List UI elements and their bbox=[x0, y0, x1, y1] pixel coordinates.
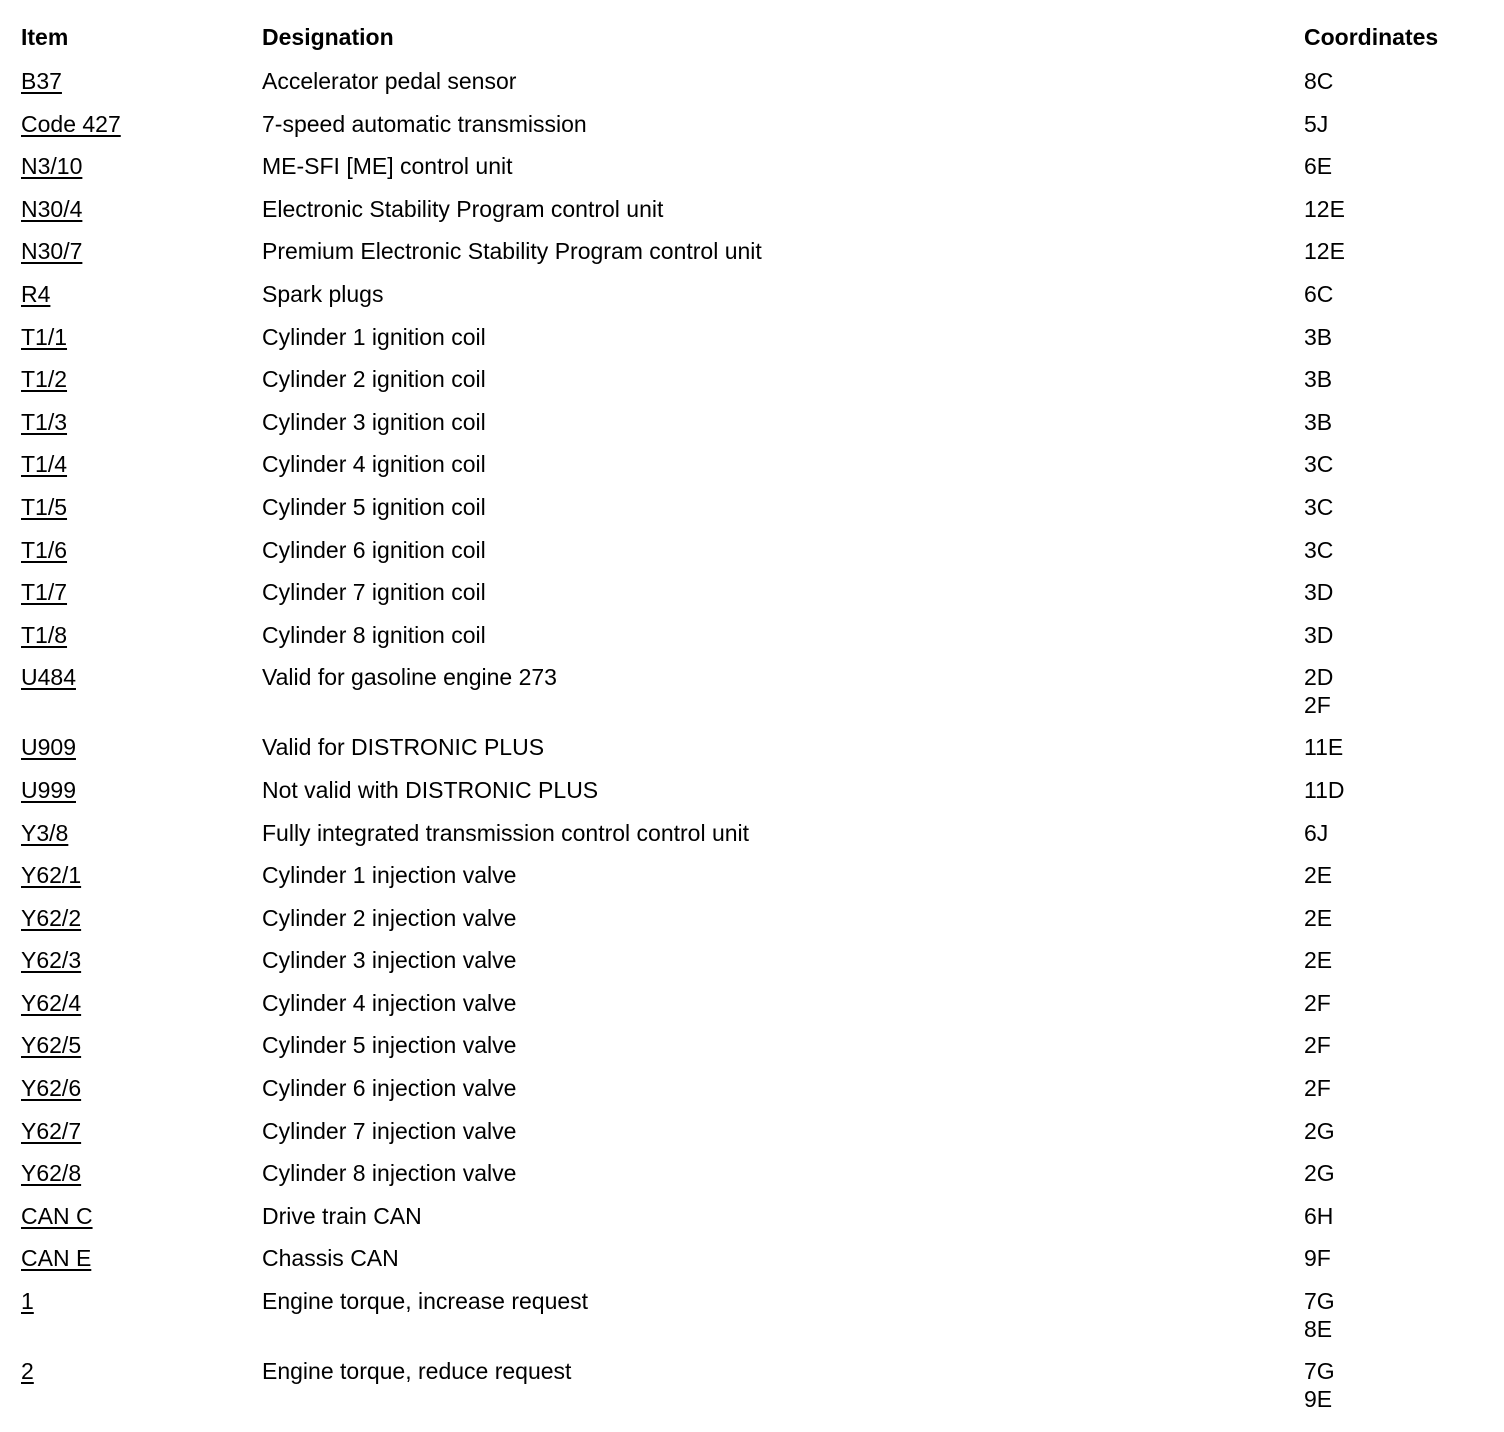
item-link[interactable]: B37 bbox=[21, 68, 62, 94]
item-link[interactable]: T1/3 bbox=[21, 408, 68, 435]
coordinate-value: 2E bbox=[1304, 947, 1333, 974]
coordinates-cell bbox=[1304, 1202, 1491, 1230]
coordinate-value: 7G bbox=[1304, 1288, 1335, 1315]
item-link[interactable]: Y62/4 bbox=[21, 989, 82, 1016]
coordinates-cell bbox=[1304, 819, 1491, 847]
table-row bbox=[21, 316, 1491, 359]
item-cell bbox=[21, 195, 262, 223]
item-cell bbox=[21, 819, 262, 847]
table-row bbox=[21, 1152, 1491, 1195]
designation-cell: Cylinder 2 ignition coil bbox=[262, 366, 486, 393]
table-row bbox=[21, 145, 1491, 188]
item-link[interactable]: CAN C bbox=[21, 1202, 93, 1229]
item-cell bbox=[21, 1074, 262, 1102]
coordinate-value: 3C bbox=[1304, 493, 1334, 520]
coordinate-value: 6E bbox=[1304, 153, 1333, 180]
table-row bbox=[21, 854, 1491, 897]
coordinate-value: 12E bbox=[1304, 195, 1345, 222]
item-link[interactable]: T1/5 bbox=[21, 493, 68, 520]
item-cell bbox=[21, 1117, 262, 1145]
designation-cell: Cylinder 5 injection valve bbox=[262, 1032, 517, 1059]
table-row bbox=[21, 769, 1491, 812]
table-row bbox=[21, 486, 1491, 529]
item-cell bbox=[21, 1357, 262, 1385]
table-header bbox=[21, 18, 1491, 60]
coordinate-value: 3D bbox=[1304, 621, 1334, 648]
item-link[interactable]: T1/8 bbox=[21, 621, 68, 648]
item-link[interactable]: Code 427 bbox=[21, 110, 121, 137]
item-cell bbox=[21, 904, 262, 932]
designation-cell: Engine torque, increase request bbox=[262, 1288, 589, 1315]
table-row bbox=[21, 614, 1491, 657]
header-designation: Designation bbox=[262, 24, 394, 50]
item-cell bbox=[21, 776, 262, 804]
coordinates-cell bbox=[1304, 237, 1491, 265]
coordinates-cell bbox=[1304, 1357, 1491, 1413]
coordinates-cell bbox=[1304, 536, 1491, 564]
designation-cell: Cylinder 2 injection valve bbox=[262, 904, 517, 931]
coordinates-cell bbox=[1304, 408, 1491, 436]
coordinate-value: 12E bbox=[1304, 238, 1345, 265]
item-cell bbox=[21, 237, 262, 265]
coordinate-value: 11E bbox=[1304, 734, 1344, 761]
table-row bbox=[21, 939, 1491, 982]
table-row bbox=[21, 443, 1491, 486]
coordinates-cell bbox=[1304, 110, 1491, 138]
designation-cell: Electronic Stability Program control unit bbox=[262, 195, 664, 222]
designation-cell: Accelerator pedal sensor bbox=[262, 68, 517, 94]
coordinate-value: 2F bbox=[1304, 692, 1331, 719]
table-row bbox=[21, 188, 1491, 231]
item-link[interactable]: Y62/2 bbox=[21, 904, 82, 931]
designation-cell: Not valid with DISTRONIC PLUS bbox=[262, 776, 599, 803]
table-row bbox=[21, 529, 1491, 572]
coordinate-value: 5J bbox=[1304, 110, 1329, 137]
coordinate-value: 2G bbox=[1304, 1160, 1335, 1187]
table-row bbox=[21, 230, 1491, 273]
coordinate-value: 6H bbox=[1304, 1202, 1334, 1229]
item-cell bbox=[21, 578, 262, 606]
item-cell bbox=[21, 323, 262, 351]
table-row bbox=[21, 273, 1491, 316]
coordinate-value: 8C bbox=[1304, 68, 1334, 94]
table-row bbox=[21, 726, 1491, 769]
coordinates-cell bbox=[1304, 280, 1491, 308]
coordinates-cell bbox=[1304, 1287, 1491, 1343]
coordinate-value: 2G bbox=[1304, 1117, 1335, 1144]
item-link[interactable]: 1 bbox=[21, 1288, 34, 1315]
designation-cell: Cylinder 4 injection valve bbox=[262, 989, 517, 1016]
item-cell bbox=[21, 861, 262, 889]
coordinate-value: 3B bbox=[1304, 323, 1333, 350]
designation-cell: Cylinder 8 injection valve bbox=[262, 1160, 517, 1187]
coordinate-value: 2E bbox=[1304, 862, 1333, 889]
item-cell bbox=[21, 1159, 262, 1187]
item-cell bbox=[21, 365, 262, 393]
coordinates-cell bbox=[1304, 493, 1491, 521]
coordinates-cell bbox=[1304, 989, 1491, 1017]
coordinates-cell bbox=[1304, 946, 1491, 974]
designation-cell: ME-SFI [ME] control unit bbox=[262, 153, 513, 180]
item-cell bbox=[21, 989, 262, 1017]
item-link[interactable]: T1/4 bbox=[21, 451, 68, 478]
designation-cell: Drive train CAN bbox=[262, 1202, 422, 1229]
item-link[interactable]: U484 bbox=[21, 664, 76, 691]
coordinates-cell bbox=[1304, 1244, 1491, 1272]
coordinate-value: 2F bbox=[1304, 1032, 1331, 1059]
item-link[interactable]: T1/1 bbox=[21, 323, 68, 350]
item-cell bbox=[21, 408, 262, 436]
coordinate-value: 9F bbox=[1304, 1245, 1331, 1272]
item-link[interactable]: Y62/7 bbox=[21, 1117, 82, 1144]
item-cell bbox=[21, 733, 262, 761]
table-row bbox=[21, 1024, 1491, 1067]
item-link[interactable]: U909 bbox=[21, 734, 76, 761]
coordinates-cell bbox=[1304, 1117, 1491, 1145]
table-row bbox=[21, 103, 1491, 146]
designation-cell: Cylinder 4 ignition coil bbox=[262, 451, 486, 478]
table-row bbox=[21, 571, 1491, 614]
item-cell bbox=[21, 663, 262, 691]
item-link[interactable]: N30/4 bbox=[21, 195, 83, 222]
coordinate-value: 3C bbox=[1304, 451, 1334, 478]
item-link[interactable]: Y62/3 bbox=[21, 947, 82, 974]
coordinate-value: 2F bbox=[1304, 989, 1331, 1016]
coordinates-cell bbox=[1304, 365, 1491, 393]
header-coordinates: Coordinates bbox=[1304, 24, 1439, 50]
item-link[interactable]: Y62/8 bbox=[21, 1160, 82, 1187]
coordinate-value: 11D bbox=[1304, 776, 1345, 803]
item-cell bbox=[21, 946, 262, 974]
table-row bbox=[21, 1237, 1491, 1280]
designation-cell: Cylinder 6 injection valve bbox=[262, 1075, 517, 1102]
legend-table bbox=[21, 18, 1491, 1420]
item-link[interactable]: 2 bbox=[21, 1358, 34, 1385]
item-link[interactable]: Y62/1 bbox=[21, 862, 82, 889]
designation-cell: Cylinder 7 ignition coil bbox=[262, 579, 486, 606]
item-link[interactable]: Y62/6 bbox=[21, 1075, 82, 1102]
coordinate-value: 3C bbox=[1304, 536, 1334, 563]
designation-cell: Cylinder 3 injection valve bbox=[262, 947, 517, 974]
coordinate-value: 3B bbox=[1304, 366, 1333, 393]
coordinate-value: 2D bbox=[1304, 664, 1334, 691]
designation-cell: Cylinder 7 injection valve bbox=[262, 1117, 517, 1144]
item-cell bbox=[21, 1202, 262, 1230]
coordinate-value: 3D bbox=[1304, 579, 1334, 606]
coordinate-value: 3B bbox=[1304, 408, 1333, 435]
item-cell bbox=[21, 493, 262, 521]
table-row bbox=[21, 401, 1491, 444]
coordinates-cell bbox=[1304, 450, 1491, 478]
header-item: Item bbox=[21, 24, 69, 50]
coordinates-cell bbox=[1304, 67, 1491, 95]
coordinate-value: 6J bbox=[1304, 819, 1329, 846]
item-link[interactable]: N3/10 bbox=[21, 153, 83, 180]
item-cell bbox=[21, 536, 262, 564]
coordinates-cell bbox=[1304, 861, 1491, 889]
table-row bbox=[21, 60, 1491, 103]
coordinates-cell bbox=[1304, 621, 1491, 649]
table-row bbox=[21, 1350, 1491, 1420]
table-row bbox=[21, 1067, 1491, 1110]
designation-cell: 7-speed automatic transmission bbox=[262, 110, 587, 137]
item-cell bbox=[21, 621, 262, 649]
designation-cell: Cylinder 3 ignition coil bbox=[262, 408, 486, 435]
item-cell bbox=[21, 450, 262, 478]
designation-cell: Valid for DISTRONIC PLUS bbox=[262, 734, 545, 761]
table-row bbox=[21, 1280, 1491, 1350]
coordinates-cell bbox=[1304, 1159, 1491, 1187]
coordinates-cell bbox=[1304, 1074, 1491, 1102]
coordinates-cell bbox=[1304, 1031, 1491, 1059]
coordinate-value: 7G bbox=[1304, 1358, 1335, 1385]
table-row bbox=[21, 1110, 1491, 1153]
coordinates-cell bbox=[1304, 152, 1491, 180]
table-row bbox=[21, 1195, 1491, 1238]
designation-cell: Engine torque, reduce request bbox=[262, 1358, 572, 1385]
coordinates-cell bbox=[1304, 323, 1491, 351]
designation-cell: Cylinder 5 ignition coil bbox=[262, 493, 486, 520]
item-cell bbox=[21, 67, 262, 95]
table-row bbox=[21, 982, 1491, 1025]
coordinates-cell bbox=[1304, 733, 1491, 761]
item-cell bbox=[21, 1287, 262, 1315]
coordinate-value: 2E bbox=[1304, 904, 1333, 931]
item-link[interactable]: Y62/5 bbox=[21, 1032, 82, 1059]
item-link[interactable]: CAN E bbox=[21, 1245, 92, 1272]
table-row bbox=[21, 897, 1491, 940]
table-row bbox=[21, 812, 1491, 855]
item-link[interactable]: N30/7 bbox=[21, 238, 83, 265]
coordinates-cell bbox=[1304, 663, 1491, 719]
item-link[interactable]: T1/7 bbox=[21, 579, 68, 606]
coordinates-cell bbox=[1304, 776, 1491, 804]
item-cell bbox=[21, 280, 262, 308]
coordinate-value: 6C bbox=[1304, 280, 1334, 307]
table-row bbox=[21, 358, 1491, 401]
item-link[interactable]: R4 bbox=[21, 280, 51, 307]
item-cell bbox=[21, 1244, 262, 1272]
item-link[interactable]: Y3/8 bbox=[21, 819, 69, 846]
item-cell bbox=[21, 1031, 262, 1059]
coordinate-value: 2F bbox=[1304, 1075, 1331, 1102]
item-cell bbox=[21, 110, 262, 138]
table-row bbox=[21, 656, 1491, 726]
designation-cell: Cylinder 8 ignition coil bbox=[262, 621, 486, 648]
designation-cell: Valid for gasoline engine 273 bbox=[262, 664, 557, 691]
coordinates-cell bbox=[1304, 195, 1491, 223]
designation-cell: Chassis CAN bbox=[262, 1245, 399, 1272]
designation-cell: Spark plugs bbox=[262, 280, 384, 307]
item-link[interactable]: U999 bbox=[21, 776, 76, 803]
item-link[interactable]: T1/2 bbox=[21, 366, 68, 393]
coordinates-cell bbox=[1304, 904, 1491, 932]
item-cell bbox=[21, 152, 262, 180]
designation-cell: Premium Electronic Stability Program control unit bbox=[262, 238, 762, 265]
coordinate-value: 9E bbox=[1304, 1386, 1333, 1413]
coordinates-cell bbox=[1304, 578, 1491, 606]
item-link[interactable]: T1/6 bbox=[21, 536, 68, 563]
table-body bbox=[21, 60, 1491, 1420]
designation-cell: Cylinder 6 ignition coil bbox=[262, 536, 486, 563]
designation-cell: Cylinder 1 ignition coil bbox=[262, 323, 486, 350]
coordinate-value: 8E bbox=[1304, 1316, 1333, 1343]
designation-cell: Cylinder 1 injection valve bbox=[262, 862, 517, 889]
designation-cell: Fully integrated transmission control control unit bbox=[262, 819, 750, 846]
